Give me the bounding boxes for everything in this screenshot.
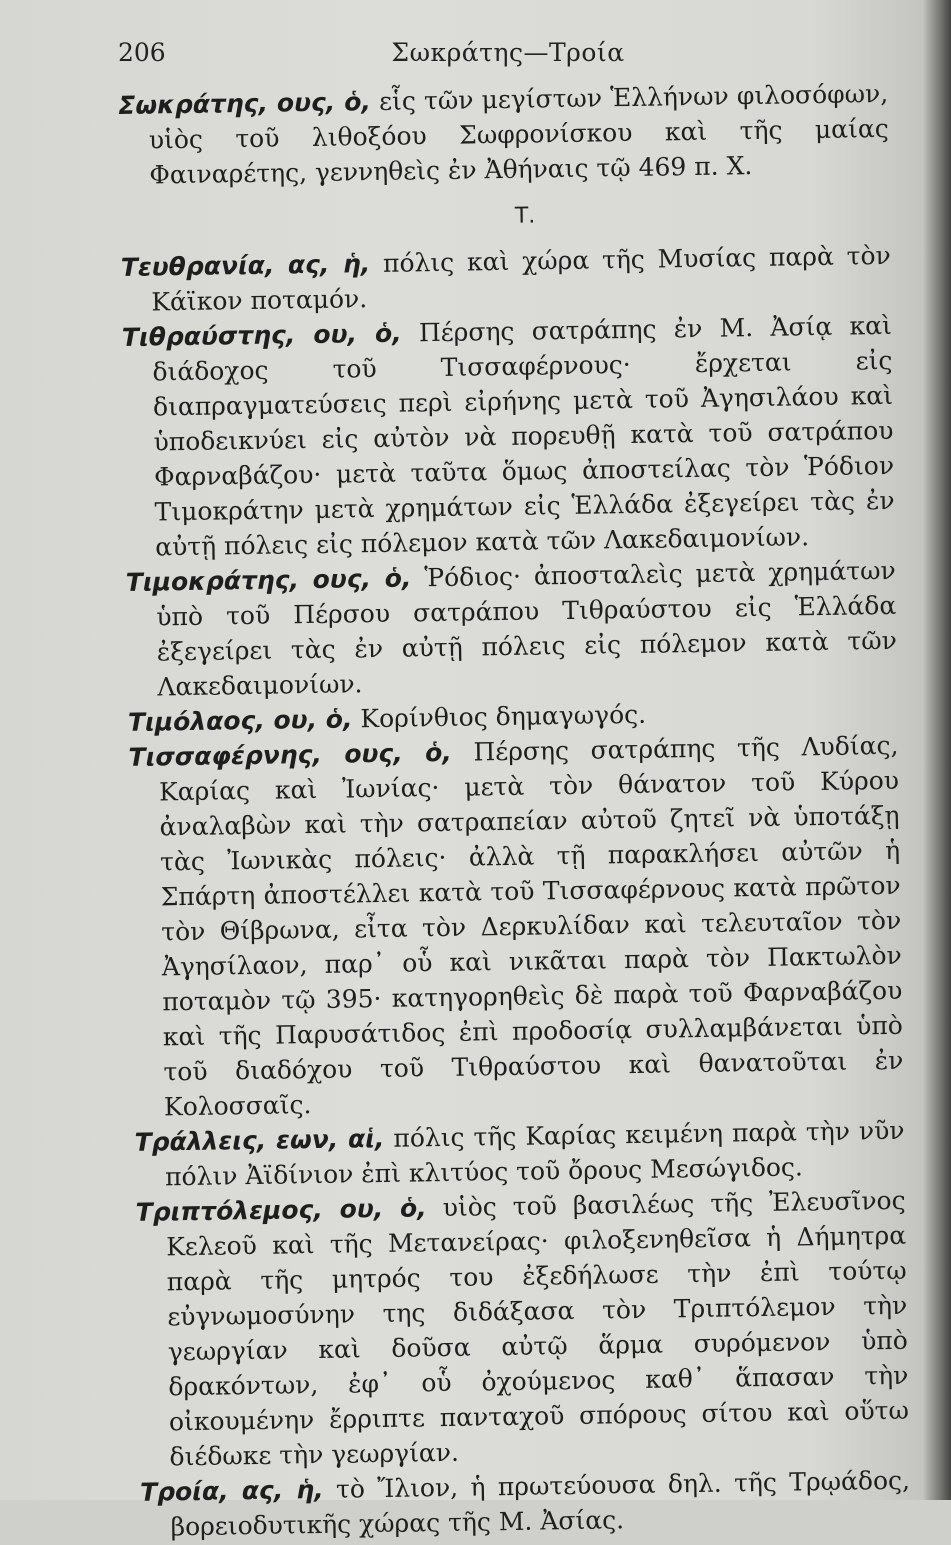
- entry-definition: Πέρσης σατράπης ἐν Μ. Ἀσίᾳ καὶ διάδοχος τοῦ Τισσαφέρνους· ἔρχεται εἰς διαπραγματεύσεις περὶ εἰρήνης μετὰ τοῦ Ἀγησιλάου καὶ ὑποδεικνύει εἰς αὐτὸν νὰ πορευθῇ κατὰ τοῦ σατράπου Φαρναβάζου· μετὰ ταῦτα ὅμως ἀποστείλας τὸν Ῥόδιον Τιμοκράτην μετὰ χρημάτων εἰς Ἑλλάδα ἐξεγείρει τὰς ἐν αὐτῇ πόλεις εἰς πόλεμον κατὰ τῶν Λακεδαιμονίων.: [152, 310, 895, 562]
- entry-definition: πόλις τῆς Καρίας κειμένη παρὰ τὴν νῦν πόλιν Ἀϊδίνιον ἐπὶ κλιτύος τοῦ ὄρους Μεσώγιδος.: [164, 1115, 905, 1192]
- dictionary-entry: [121, 238, 892, 320]
- entry-definition: Πέρσης σατράπης τῆς Λυδίας, Καρίας καὶ Ἰωνίας· μετὰ τὸν θάνατον τοῦ Κύρου ἀναλαβὼν καὶ τὴν σατραπείαν αὐτοῦ ζητεῖ νὰ ὑποτάξῃ τὰς Ἰωνικὰς πόλεις· ἀλλὰ τῇ παρακλήσει αὐτῶν ἡ Σπάρτη ἀποστέλλει κατὰ τοῦ Τισσαφέρνους κατὰ πρῶτον τὸν Θίβρωνα, εἶτα τὸν Δερκυλίδαν καὶ τελευταῖον τὸν Ἀγησίλαον, παρ᾽ οὗ καὶ νικᾶται παρὰ τὸν Πακτωλὸν ποταμὸν τῷ 395· κατηγορηθεὶς δὲ παρὰ τοῦ Φαρναβάζου καὶ τῆς Παρυσάτιδος ἐπὶ προδοσίᾳ συλλαμβάνεται ὑπὸ τοῦ διαδόχου τοῦ Τιθραύστου καὶ θανατοῦται ἐν Κολοσσαῖς.: [158, 730, 904, 1122]
- entry-headword: Τιμοκράτης, ους, ὁ,: [125, 563, 412, 597]
- entry-headword: Τράλλεις, εων, αἱ,: [134, 1123, 385, 1157]
- dictionary-entry: [128, 728, 904, 1125]
- entry-headword: Τιμόλαος, ου, ὁ,: [127, 704, 353, 737]
- entry-definition: τὸ Ἴλιον, ἡ πρωτεύουσα δηλ. τῆς Τρῳάδος, βορειοδυτικῆς χώρας τῆς Μ. Ἀσίας.: [170, 1465, 911, 1542]
- entry-headword: Τιθραύστης, ου, ὁ,: [121, 318, 402, 352]
- entry-headword: Σωκράτης, ους, ὁ,: [118, 87, 372, 120]
- entry-headword: Τευθρανία, ας, ἡ,: [120, 249, 371, 282]
- page-header: [118, 38, 898, 78]
- entry-definition: Ῥόδιος· ἀποσταλεὶς μετὰ χρημάτων ὑπὸ τοῦ Πέρσου σατράπου Τιθραύστου εἰς Ἑλλάδα ἐξεγείρει τὰς ἐν αὐτῇ πόλεις εἰς πόλεμον κατὰ τῶν Λακεδαιμονίων.: [156, 555, 897, 702]
- dictionary-entry: [118, 76, 890, 193]
- dictionary-body: [118, 76, 911, 1545]
- entry-headword: Τισσαφέρνης, ους, ὁ,: [128, 737, 453, 772]
- dictionary-entry: [122, 308, 896, 565]
- dictionary-entry: [135, 1183, 909, 1475]
- entry-definition: Κορίνθιος δημαγωγός.: [360, 699, 647, 734]
- entry-definition: εἷς τῶν μεγίστων Ἑλλήνων φιλοσόφων, υἱὸς τοῦ λιθοξόου Σωφρονίσκου καὶ τῆς μαίας Φαιναρέτης, γεννηθεὶς ἐν Ἀθήναις τῷ 469 π. Χ.: [148, 78, 889, 190]
- page-number: 206: [118, 38, 166, 67]
- entry-definition: υἱὸς τοῦ βασιλέως τῆς Ἐλευσῖνος Κελεοῦ καὶ τῆς Μετανείρας· φιλοξενηθεῖσα ἡ Δήμητρα παρὰ τῆς μητρός του ἐξεδήλωσε τὴν ἐπὶ τούτῳ εὐγνωμοσύνην της διδάξασα τὸν Τριπτόλεμον τὴν γεωργίαν καὶ δοῦσα αὐτῷ ἅρμα συρόμενον ὑπὸ δρακόντων, ἐφ᾽ οὗ ὀχούμενος καθ᾽ ἅπασαν τὴν οἰκουμένην ἔρριπτε πανταχοῦ σπόρους σίτου καὶ οὕτω διέδωκε τὴν γεωργίαν.: [165, 1185, 910, 1472]
- entry-headword: Τροία, ας, ἡ,: [139, 1474, 324, 1507]
- dictionary-entry: [134, 1113, 905, 1195]
- section-letter: Τ.: [514, 203, 536, 229]
- entry-headword: Τριπτόλεμος, ου, ὁ,: [135, 1193, 427, 1227]
- entry-definition: πόλις καὶ χώρα τῆς Μυσίας παρὰ τὸν Κάϊκον ποταμόν.: [151, 240, 891, 317]
- dictionary-entry: [125, 553, 897, 705]
- dictionary-entry: [140, 1463, 911, 1545]
- running-head: Σωκράτης—Τροία: [391, 38, 625, 67]
